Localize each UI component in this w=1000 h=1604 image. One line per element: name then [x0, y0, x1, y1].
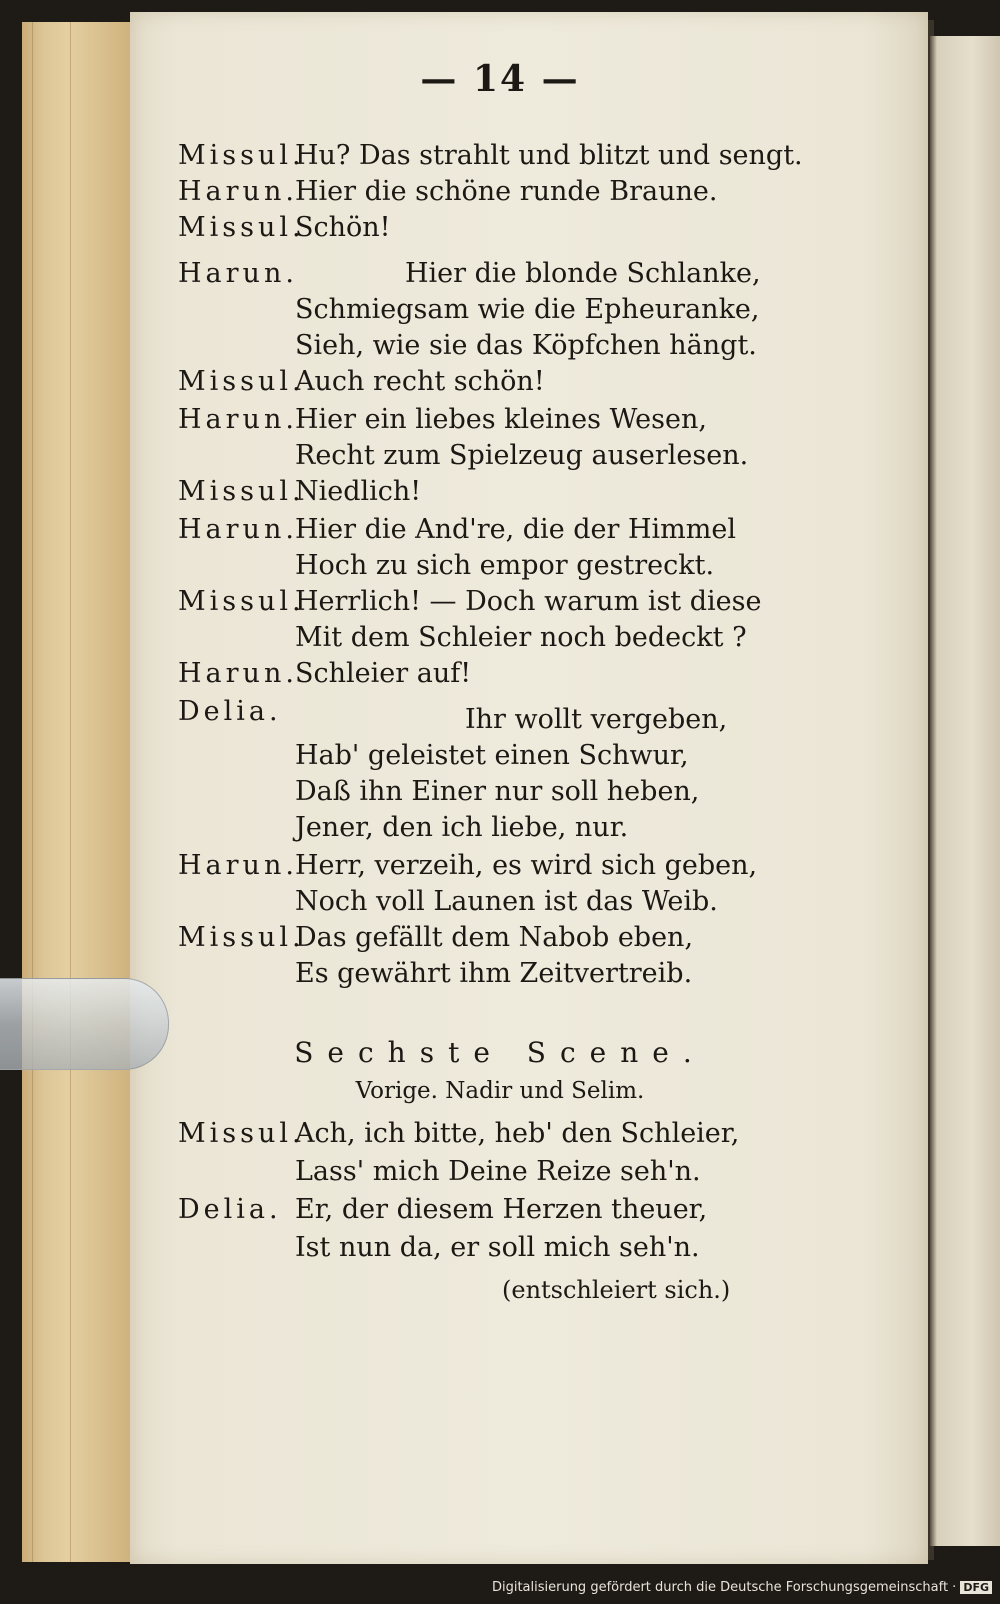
- verse-line: Ihr wollt vergeben,: [465, 704, 728, 735]
- verse-line: Jener, den ich liebe, nur.: [295, 812, 629, 843]
- verse-line: Hier die And're, die der Himmel: [295, 514, 737, 545]
- speaker-label: Harun.: [178, 658, 298, 689]
- verse-line: Lass' mich Deine Reize seh'n.: [295, 1156, 701, 1187]
- verse-line: Er, der diesem Herzen theuer,: [295, 1194, 708, 1225]
- verse-line: Das gefällt dem Nabob eben,: [295, 922, 694, 953]
- speaker-label: Missul.: [178, 476, 305, 507]
- verse-line: Daß ihn Einer nur soll heben,: [295, 776, 700, 807]
- speaker-label: Harun.: [178, 176, 298, 207]
- verse-line: Ist nun da, er soll mich seh'n.: [295, 1232, 700, 1263]
- verse-line: Schmiegsam wie die Epheuranke,: [295, 294, 760, 325]
- verse-line: Noch voll Launen ist das Weib.: [295, 886, 718, 917]
- verse-line: Mit dem Schleier noch bedeckt ?: [295, 622, 747, 653]
- verse-line: Auch recht schön!: [295, 366, 545, 397]
- speaker-label: Harun.: [178, 404, 298, 435]
- speaker-label: Missul.: [178, 212, 305, 243]
- stage-direction: (entschleiert sich.): [502, 1276, 731, 1304]
- verse-line: Hier ein liebes kleines Wesen,: [295, 404, 707, 435]
- scene-subtitle: Vorige. Nadir und Selim.: [355, 1078, 645, 1104]
- credit-text: Digitalisierung gefördert durch die Deutsche Forschungsgemeinschaft ·: [491, 1580, 957, 1595]
- book-edge-left: [22, 22, 135, 1562]
- verse-line: Hier die blonde Schlanke,: [405, 258, 761, 289]
- verse-line: Recht zum Spielzeug auserlesen.: [295, 440, 749, 471]
- speaker-label: Harun.: [178, 514, 298, 545]
- verse-line: Es gewährt ihm Zeitvertreib.: [295, 958, 693, 989]
- speaker-label: Delia.: [178, 696, 282, 727]
- speaker-label: Missul.: [178, 922, 305, 953]
- scene-title: Sechste Scene.: [294, 1036, 706, 1069]
- page-number: — 14 —: [420, 58, 580, 100]
- speaker-label: Harun.: [178, 258, 298, 289]
- speaker-label: Missul.: [178, 140, 305, 171]
- verse-line: Hier die schöne runde Braune.: [295, 176, 718, 207]
- verse-line: Hab' geleistet einen Schwur,: [295, 740, 689, 771]
- dfg-logo: DFG: [960, 1581, 992, 1594]
- verse-line: Ach, ich bitte, heb' den Schleier,: [295, 1118, 740, 1149]
- speaker-label: Harun.: [178, 850, 298, 881]
- verse-line: Sieh, wie sie das Köpfchen hängt.: [295, 330, 757, 361]
- digitization-credit: [492, 1580, 992, 1595]
- verse-line: Schön!: [295, 212, 391, 243]
- verse-line: Hoch zu sich empor gestreckt.: [295, 550, 715, 581]
- speaker-label: Delia.: [178, 1194, 282, 1225]
- speaker-label: Missul.: [178, 366, 305, 397]
- verse-line: Hu? Das strahlt und blitzt und sengt.: [295, 140, 803, 171]
- verse-line: Herr, verzeih, es wird sich geben,: [295, 850, 758, 881]
- book-page-right-edge: [930, 36, 1000, 1546]
- speaker-label: Missul.: [178, 1118, 305, 1149]
- verse-line: Herrlich! — Doch warum ist diese: [295, 586, 762, 617]
- speaker-label: Missul.: [178, 586, 305, 617]
- verse-line: Niedlich!: [295, 476, 422, 507]
- verse-line: Schleier auf!: [295, 658, 472, 689]
